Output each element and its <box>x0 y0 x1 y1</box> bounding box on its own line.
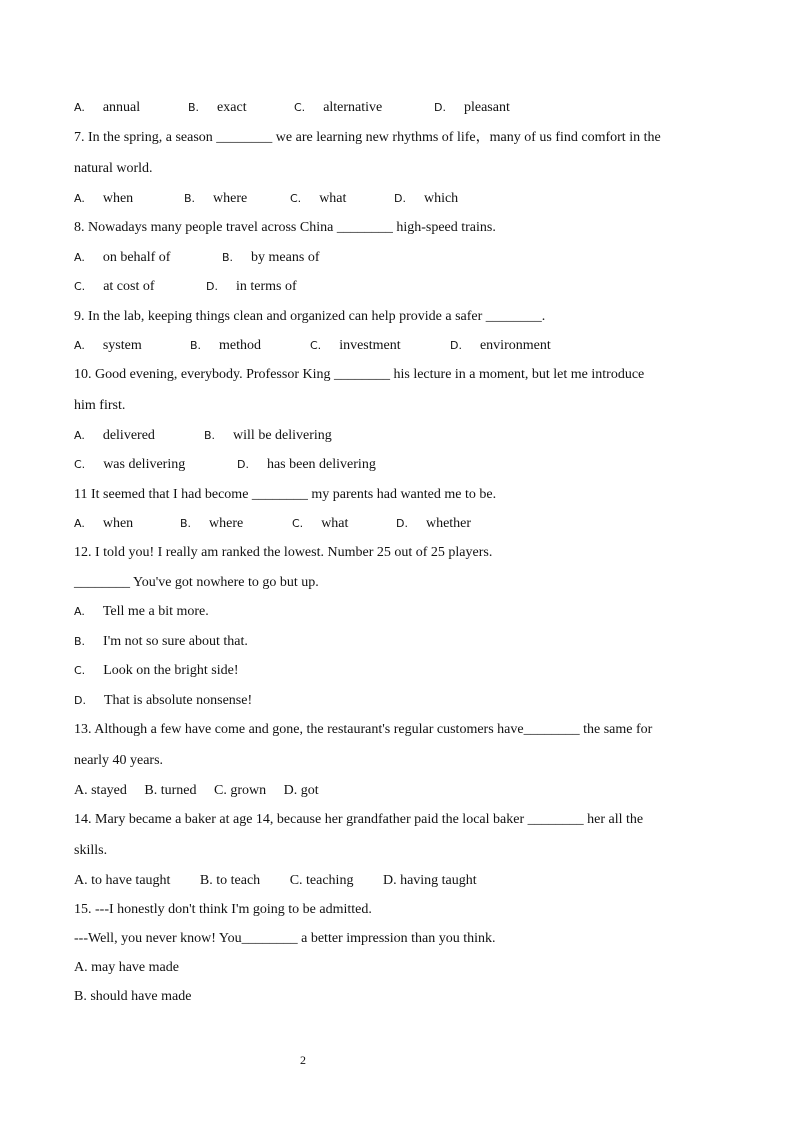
q8-options-row2 <box>74 278 724 296</box>
q8-option-c: C. at cost of <box>74 279 155 294</box>
q14-options <box>74 872 724 890</box>
q10-stem-line2: him first. <box>74 398 126 413</box>
q15-option-a: A. may have made <box>74 960 179 975</box>
q11-option-a: A. when <box>74 516 134 531</box>
page-number: 2 <box>300 1053 306 1067</box>
q13-option-a: A. stayed <box>74 783 127 798</box>
q6-options <box>74 99 724 117</box>
q10-option-d: D. has been delivering <box>237 457 376 472</box>
q8-options-row1 <box>74 249 724 267</box>
q11-stem: 11 It seemed that I had become ________ my parents had wanted me to be. <box>74 487 497 502</box>
q14-stem-line2: skills. <box>74 843 108 858</box>
q8-option-b: B. by means of <box>222 250 320 265</box>
q6-option-c: C. alternative <box>294 100 383 115</box>
q9-option-d: D. environment <box>450 338 551 353</box>
q9-option-a: A. system <box>74 338 142 353</box>
q7-option-b: B. where <box>184 191 248 206</box>
q7-option-c: C. what <box>290 191 347 206</box>
q13-stem-line2: nearly 40 years. <box>74 753 164 768</box>
q13-options <box>74 782 724 800</box>
q10-stem-line1: 10. Good evening, everybody. Professor King ________ his lecture in a moment, but let me introduce <box>74 367 645 382</box>
q6-option-b: B. exact <box>188 100 247 115</box>
q12-option-a: A. Tell me a bit more. <box>74 604 209 619</box>
q14-option-b: B. to teach <box>199 873 261 888</box>
q9-option-c: C. investment <box>310 338 401 353</box>
q13-stem-line1: 13. Although a few have come and gone, the restaurant's regular customers have________ the same for <box>74 722 653 737</box>
q10-option-b: B. will be delivering <box>204 428 332 443</box>
q14-stem-line1: 14. Mary became a baker at age 14, because her grandfather paid the local baker ________ her all the <box>74 812 644 827</box>
q14-option-d: D. having taught <box>382 873 477 888</box>
q9-option-b: B. method <box>190 338 262 353</box>
q12-option-b: B. I'm not so sure about that. <box>74 634 248 649</box>
q11-options <box>74 515 724 533</box>
q12-option-d: D. That is absolute nonsense! <box>74 693 253 708</box>
q7-options <box>74 190 724 208</box>
q12-stem-line2: ________ You've got nowhere to go but up. <box>74 575 319 590</box>
q6-option-a: A. annual <box>74 100 141 115</box>
q13-option-b: B. turned <box>144 783 197 798</box>
q11-option-b: B. where <box>180 516 244 531</box>
q15-option-b: B. should have made <box>74 989 192 1004</box>
q15-stem-line2: ---Well, you never know! You________ a better impression than you think. <box>74 931 496 946</box>
q8-option-a: A. on behalf of <box>74 250 171 265</box>
q9-options <box>74 337 724 355</box>
q9-stem: 9. In the lab, keeping things clean and organized can help provide a safer ________. <box>74 309 546 324</box>
q10-options-row2 <box>74 456 724 474</box>
q13-option-c: C. grown <box>214 783 267 798</box>
q10-option-a: A. delivered <box>74 428 155 443</box>
q15-stem-line1: 15. ---I honestly don't think I'm going to be admitted. <box>74 902 372 917</box>
q12-option-c: C. Look on the bright side! <box>74 663 239 678</box>
q7-stem-line2: natural world. <box>74 161 153 176</box>
q14-option-c: C. teaching <box>289 873 354 888</box>
q8-option-d: D. in terms of <box>206 279 297 294</box>
q8-stem: 8. Nowadays many people travel across China ________ high-speed trains. <box>74 220 496 235</box>
q14-option-a: A. to have taught <box>74 873 171 888</box>
q13-option-d: D. got <box>283 783 319 798</box>
q7-stem-line1: 7. In the spring, a season ________ we are learning new rhythms of life，many of us find comfort in the <box>74 130 661 145</box>
q7-option-d: D. which <box>394 191 459 206</box>
q6-option-d: D. pleasant <box>434 100 510 115</box>
q7-option-a: A. when <box>74 191 134 206</box>
q12-stem-line1: 12. I told you! I really am ranked the lowest. Number 25 out of 25 players. <box>74 545 493 560</box>
q10-option-c: C. was delivering <box>74 457 186 472</box>
q11-option-c: C. what <box>292 516 349 531</box>
q10-options-row1 <box>74 427 724 445</box>
q11-option-d: D. whether <box>396 516 472 531</box>
